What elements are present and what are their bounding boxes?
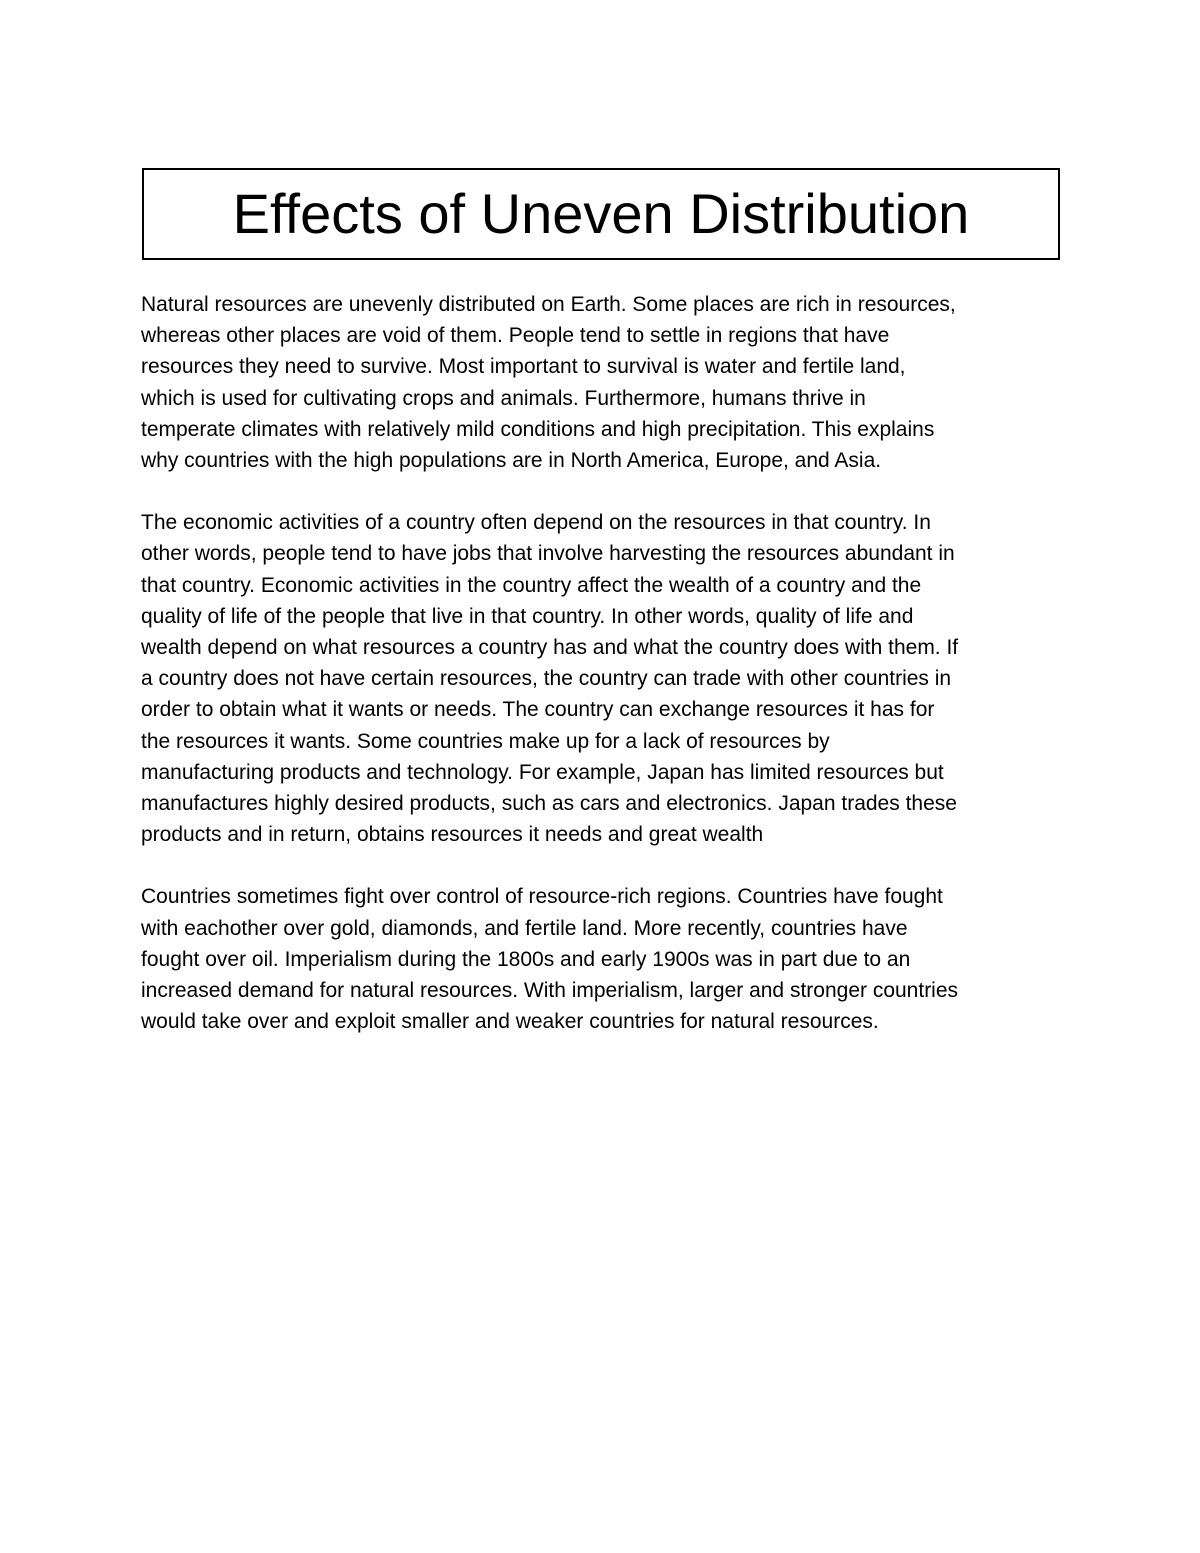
paragraph-line: increased demand for natural resources. With imperialism, larger and stronger countries	[141, 979, 959, 1003]
paragraph-line: would take over and exploit smaller and weaker countries for natural resources.	[141, 1010, 879, 1034]
paragraph-line: that country. Economic activities in the country affect the wealth of a country and the	[141, 573, 922, 597]
paragraph-line: the resources it wants. Some countries make up for a lack of resources by	[141, 729, 830, 753]
paragraph-line: why countries with the high populations are in North America, Europe, and Asia.	[141, 449, 882, 473]
paragraph-line: The economic activities of a country often depend on the resources in that country. In	[141, 511, 931, 535]
paragraph-line: order to obtain what it wants or needs. The country can exchange resources it has for	[141, 698, 935, 722]
paragraph-2	[141, 507, 1061, 850]
paragraph-line: which is used for cultivating crops and animals. Furthermore, humans thrive in	[141, 386, 866, 410]
paragraph-line: resources they need to survive. Most important to survival is water and fertile land,	[141, 355, 906, 379]
paragraph-line: quality of life of the people that live in that country. In other words, quality of life and	[141, 604, 914, 628]
paragraph-line: other words, people tend to have jobs that involve harvesting the resources abundant in	[141, 542, 955, 566]
paragraph-line: whereas other places are void of them. People tend to settle in regions that have	[141, 324, 890, 348]
paragraph-line: manufactures highly desired products, such as cars and electronics. Japan trades these	[141, 792, 957, 816]
paragraph-line: products and in return, obtains resources it needs and great wealth	[141, 823, 764, 847]
paragraph-line: Natural resources are unevenly distributed on Earth. Some places are rich in resources,	[141, 293, 956, 316]
paragraph-line: Countries sometimes fight over control of resource-rich regions. Countries have fought	[141, 885, 943, 909]
paragraph-line: wealth depend on what resources a country has and what the country does with them. If	[141, 636, 959, 660]
title-box	[142, 168, 1060, 260]
paragraph-spacer	[141, 476, 1061, 507]
document-body	[141, 289, 1061, 1037]
paragraph-line: a country does not have certain resources, the country can trade with other countries in	[141, 667, 952, 691]
paragraph-3	[141, 881, 1061, 1037]
page-title: Effects of Uneven Distribution	[232, 182, 970, 245]
paragraph-line: manufacturing products and technology. For example, Japan has limited resources but	[141, 760, 944, 784]
paragraph-line: fought over oil. Imperialism during the 1800s and early 1900s was in part due to an	[141, 947, 911, 971]
paragraph-1	[141, 289, 1061, 476]
paragraph-line: temperate climates with relatively mild conditions and high precipitation. This explains	[141, 417, 935, 441]
paragraph-spacer	[141, 850, 1061, 881]
paragraph-line: with eachother over gold, diamonds, and fertile land. More recently, countries have	[141, 916, 908, 940]
